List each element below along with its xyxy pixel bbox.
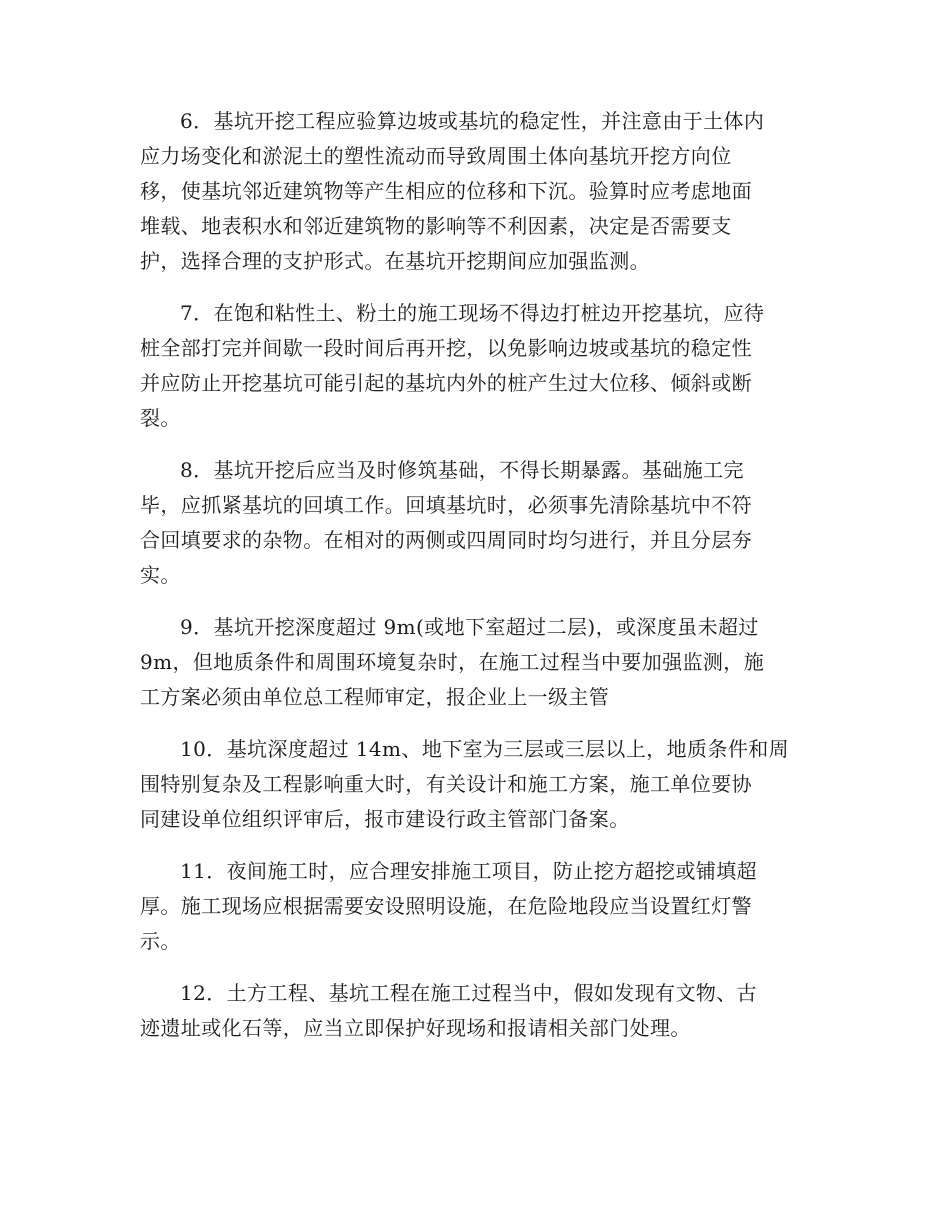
- text-line: 11．夜间施工时，应合理安排施工项目，防止挖方超挖或铺填超: [180, 859, 758, 883]
- text-line: 10．基坑深度超过 14m、地下室为三层或三层以上，地质条件和周: [180, 737, 790, 761]
- paragraph-10: [140, 732, 812, 837]
- text-line: 迹遗址或化石等，应当立即保护好现场和报请相关部门处理。: [140, 1016, 691, 1040]
- text-line: 6．基坑开挖工程应验算边坡或基坑的稳定性，并注意由于土体内: [180, 109, 765, 133]
- text-line: 移，使基坑邻近建筑物等产生相应的位移和下沉。验算时应考虑地面: [140, 179, 752, 203]
- text-line: 桩全部打完并间歇一段时间后再开挖，以免影响边坡或基坑的稳定性: [140, 336, 752, 360]
- text-line: 并应防止开挖基坑可能引起的基坑内外的桩产生过大位移、倾斜或断: [140, 371, 752, 395]
- text-line: 堆载、地表积水和邻近建筑物的影响等不利因素，决定是否需要支: [140, 214, 732, 238]
- text-line: 厚。施工现场应根据需要安设照明设施，在危险地段应当设置红灯警: [140, 894, 752, 918]
- text-line: 毕，应抓紧基坑的回填工作。回填基坑时，必须事先清除基坑中不符: [140, 493, 752, 517]
- text-line: 工方案必须由单位总工程师审定，报企业上一级主管: [140, 685, 610, 709]
- text-line: 7．在饱和粘性土、粉土的施工现场不得边打桩边开挖基坑，应待: [180, 301, 765, 325]
- text-line: 8．基坑开挖后应当及时修筑基础，不得长期暴露。基础施工完: [180, 458, 744, 482]
- paragraph-12: [140, 976, 812, 1046]
- document-page: [140, 104, 812, 1063]
- text-line: 实。: [140, 563, 181, 587]
- text-line: 12．土方工程、基坑工程在施工过程当中，假如发现有文物、古: [180, 981, 758, 1005]
- text-line: 9．基坑开挖深度超过 9m(或地下室超过二层)，或深度虽未超过: [180, 615, 759, 639]
- text-line: 护，选择合理的支护形式。在基坑开挖期间应加强监测。: [140, 249, 650, 273]
- paragraph-6: [140, 104, 812, 279]
- text-line: 同建设单位组织评审后，报市建设行政主管部门备案。: [140, 807, 630, 831]
- text-line: 围特别复杂及工程影响重大时，有关设计和施工方案，施工单位要协: [140, 772, 752, 796]
- paragraph-9: [140, 610, 812, 715]
- paragraph-11: [140, 854, 812, 959]
- text-line: 应力场变化和淤泥土的塑性流动而导致周围土体向基坑开挖方向位: [140, 144, 732, 168]
- text-line: 9m，但地质条件和周围环境复杂时，在施工过程当中要加强监测，施: [140, 650, 765, 674]
- paragraph-8: [140, 453, 812, 593]
- text-line: 裂。: [140, 406, 181, 430]
- paragraph-7: [140, 296, 812, 436]
- text-line: 示。: [140, 929, 181, 953]
- text-line: 合回填要求的杂物。在相对的两侧或四周同时均匀进行，并且分层夯: [140, 528, 752, 552]
